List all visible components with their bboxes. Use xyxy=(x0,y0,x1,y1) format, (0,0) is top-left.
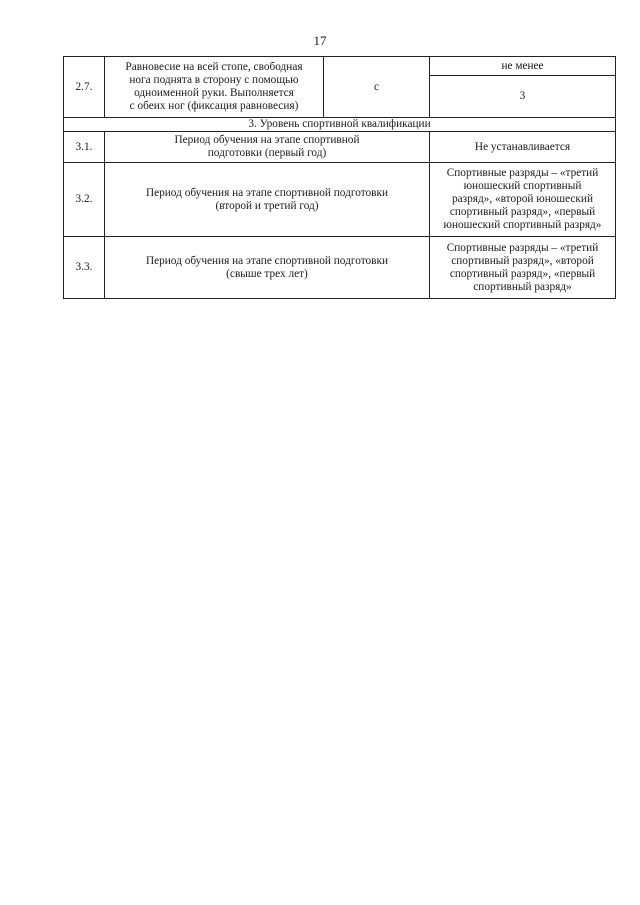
description-line: нога поднята в сторону с помощью xyxy=(129,74,299,86)
page-number: 17 xyxy=(313,33,327,48)
table-row-3-3 xyxy=(64,237,616,299)
requirement-line: спортивный разряд» xyxy=(473,280,572,293)
requirement-line: Спортивные разряды – «третий xyxy=(446,241,599,254)
row-number: 2.7. xyxy=(64,57,105,118)
description-line: Равновесие на всей стопе, свободная xyxy=(125,61,303,73)
row-number: 3.2. xyxy=(64,163,105,237)
section-title: 3. Уровень спортивной квалификации xyxy=(64,118,616,132)
row-number: 3.3. xyxy=(64,237,105,299)
qualification-requirement xyxy=(430,132,616,163)
description-line: с обеих ног (фиксация равновесия) xyxy=(129,100,299,112)
exercise-description xyxy=(105,57,324,118)
table-row-2-7 xyxy=(64,57,616,76)
requirement-value: 3 xyxy=(430,76,616,118)
qualification-requirement xyxy=(430,163,616,237)
requirement-line: юношеский спортивный xyxy=(463,180,582,192)
requirement-label: не менее xyxy=(430,57,616,76)
period-line: Период обучения на этапе спортивной подготовки xyxy=(145,254,389,267)
training-period xyxy=(105,132,430,163)
table-row-3-1 xyxy=(64,132,616,163)
table-row-3-2 xyxy=(64,163,616,237)
period-line: (второй и третий год) xyxy=(215,199,319,212)
requirement-line: юношеский спортивный разряд» xyxy=(443,219,602,231)
period-line: Период обучения на этапе спортивной подготовки xyxy=(145,186,389,199)
requirement-line: Спортивные разряды – «третий xyxy=(446,167,599,179)
training-period xyxy=(105,237,430,299)
requirement-line: спортивный разряд», «первый xyxy=(449,206,596,218)
training-period xyxy=(105,163,430,237)
qualification-requirement xyxy=(430,237,616,299)
requirement-line: спортивный разряд», «первый xyxy=(449,267,596,280)
period-line: (свыше трех лет) xyxy=(226,267,308,280)
unit-cell: с xyxy=(324,57,430,118)
period-line: Период обучения на этапе спортивной xyxy=(174,134,360,146)
section-header-row xyxy=(64,118,616,132)
requirement-line: спортивный разряд», «второй xyxy=(451,254,594,267)
description-line: одноименной руки. Выполняется xyxy=(134,87,294,99)
requirement-line: разряд», «второй юношеский xyxy=(451,193,594,205)
period-line: подготовки (первый год) xyxy=(207,147,327,159)
row-number: 3.1. xyxy=(64,132,105,163)
requirement-line: Не устанавливается xyxy=(474,140,571,153)
qualification-table xyxy=(63,56,616,299)
